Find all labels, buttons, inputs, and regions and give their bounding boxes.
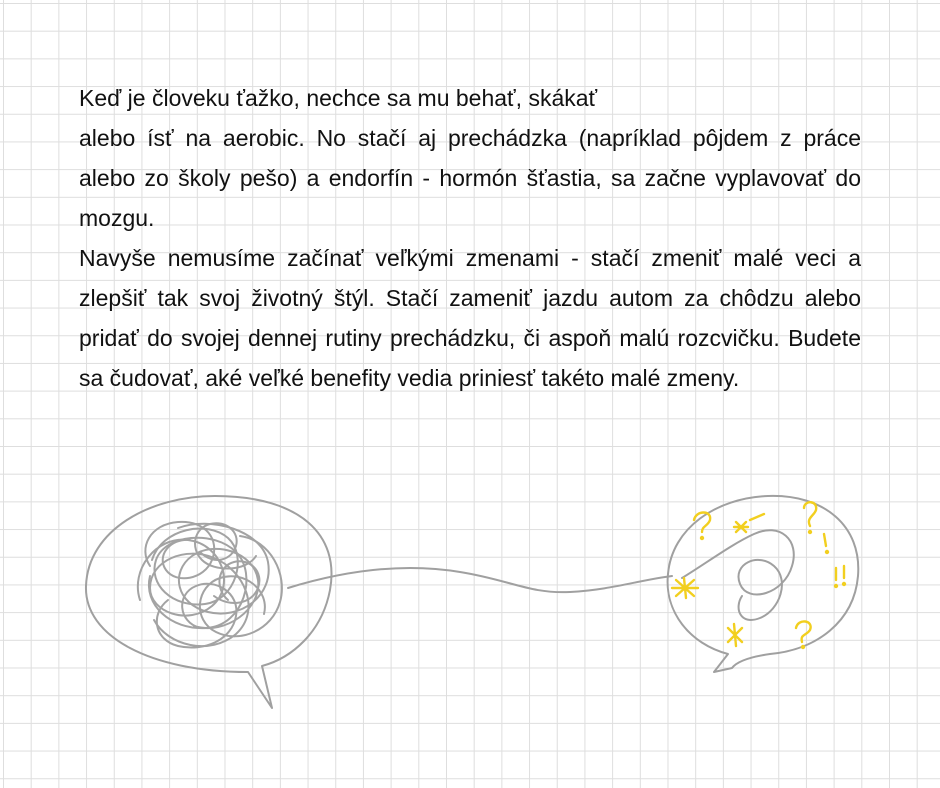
question-mark-1-dot (701, 537, 703, 539)
right-speech-bubble (668, 496, 859, 672)
calm-spiral (682, 530, 794, 620)
question-mark-3 (796, 621, 811, 642)
exclamation-2 (836, 566, 844, 580)
question-mark-3-dot (802, 646, 804, 648)
article-first-line: Keď je človeku ťažko, nechce sa mu behať, skákať (79, 85, 598, 111)
question-mark-2-dot (809, 531, 811, 533)
article-text (79, 78, 861, 398)
question-mark-2 (804, 502, 816, 526)
exclamation-2-dot-b (843, 583, 845, 585)
yellow-marks (672, 502, 845, 648)
exclamation-1 (824, 534, 826, 546)
asterisk-2 (672, 578, 698, 598)
wavy-connector-line (288, 568, 672, 592)
thought-illustration (0, 480, 940, 720)
exclamation-1-dot (826, 551, 828, 553)
tangled-scribble (138, 522, 282, 648)
asterisk-1 (734, 514, 764, 532)
left-speech-bubble (86, 496, 332, 708)
article-paragraph-2: Navyše nemusíme začínať veľkými zmenami - stačí zmeniť malé veci a zlepšiť tak svoj životný štýl. Stačí zameniť jazdu autom za chôdzu alebo pridať do svojej dennej rutiny prechádzku, či aspoň malú rozcvičku. Budete sa čudovať, aké veľké benefity vedia priniesť takéto malé zmeny. (79, 245, 861, 391)
asterisk-3 (728, 624, 742, 646)
article-paragraph-1: alebo ísť na aerobic. No stačí aj prechádzka (napríklad pôjdem z práce alebo zo školy pešo) a endorfín - hormón šťastia, sa začne vyplavovať do mozgu. (79, 125, 861, 231)
exclamation-2-dot-a (835, 585, 837, 587)
